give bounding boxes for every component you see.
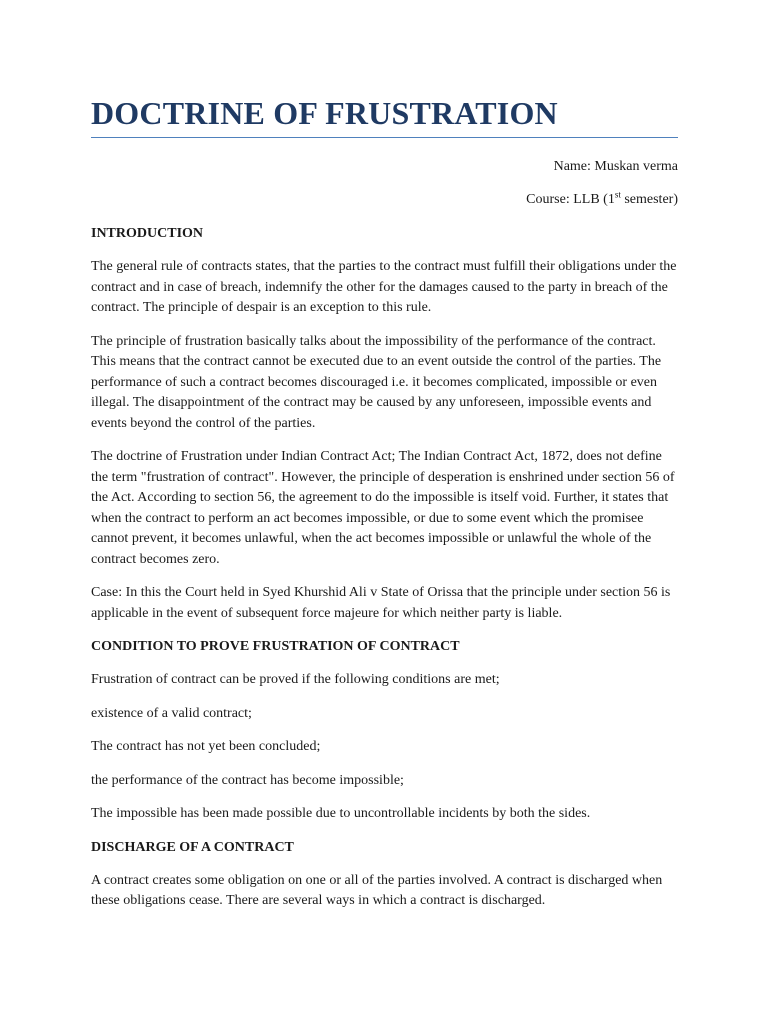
author-name: Name: Muskan verma	[553, 159, 678, 174]
section-conditions	[91, 637, 679, 825]
condition-item: The impossible has been made possible due to uncontrollable incidents by both the sides.	[91, 806, 591, 821]
paragraph: Case: In this the Court held in Syed Khurshid Ali v State of Orissa that the principle under section 56 is applicable in the event of subsequent force majeure for which neither party is liable.	[91, 585, 671, 621]
condition-item: The contract has not yet been concluded;	[91, 739, 321, 754]
course-suffix: semester)	[620, 192, 678, 207]
title-underline	[91, 137, 678, 138]
condition-item: existence of a valid contract;	[91, 705, 252, 721]
section-heading: DISCHARGE OF A CONTRACT	[91, 839, 294, 855]
course-line	[526, 191, 678, 209]
paragraph: A contract creates some obligation on one or all of the parties involved. A contract is discharged when these obligations cease. There are several ways in which a contract is discharged.	[91, 872, 663, 908]
condition-item: the performance of the contract has become impossible;	[91, 772, 404, 788]
paragraph: The principle of frustration basically talks about the impossibility of the performance of the contract. This means that the contract cannot be executed due to an event outside the control of the parties. The performance of such a contract becomes discouraged i.e. it becomes complicated, impossible or even illegal. The disappointment of the contract may be caused by any unforeseen, impossible events and events beyond the control of the parties.	[91, 333, 662, 431]
section-heading: INTRODUCTION	[91, 226, 204, 241]
course-ordinal-suffix: st	[614, 189, 621, 200]
document-body	[91, 224, 679, 925]
paragraph: The general rule of contracts states, that the parties to the contract must fulfill their obligations under the contract and in case of breach, indemnify the other for the damages caused to the party in breach of the contract. The principle of despair is an exception to this rule.	[91, 259, 677, 315]
paragraph: Frustration of contract can be proved if the following conditions are met;	[91, 672, 500, 687]
course-prefix: Course: LLB (1	[526, 192, 615, 207]
paragraph: The doctrine of Frustration under Indian Contract Act; The Indian Contract Act, 1872, does not define the term "frustration of contract". However, the principle of desperation is enshrined under section 56 of the Act. According to section 56, the agreement to do the impossible is itself void. Further, it states that when the contract to perform an act becomes impossible, or due to some event which the promisee cannot prevent, it becomes unlawful, when the act becomes impossible or unlawful the whole of the contract becomes zero.	[91, 449, 675, 567]
section-introduction	[91, 224, 679, 624]
section-discharge	[91, 838, 679, 912]
section-heading: CONDITION TO PROVE FRUSTRATION OF CONTRACT	[91, 639, 460, 654]
document-title: DOCTRINE OF FRUSTRATION	[91, 95, 558, 131]
